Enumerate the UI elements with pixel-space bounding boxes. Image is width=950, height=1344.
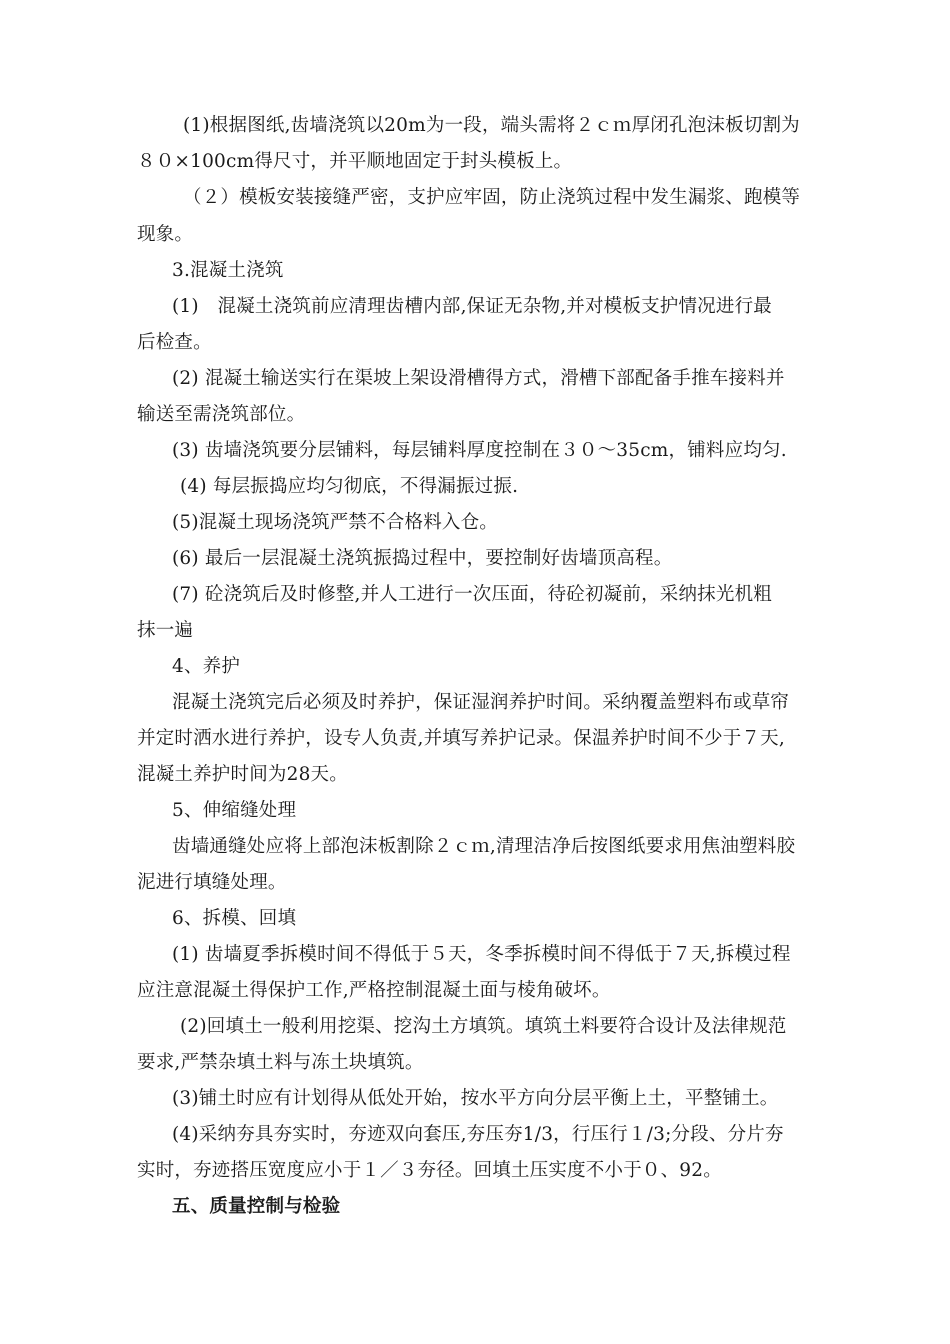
paragraph-line: （２）模板安装接缝严密，支护应牢固，防止浇筑过程中发生漏浆、跑模等 [183,187,801,208]
paragraph-line: 齿墙通缝处应将上部泡沫板割除２ｃｍ,清理洁净后按图纸要求用焦油塑料胶 [172,836,796,857]
paragraph-line: (1) 混凝土浇筑前应清理齿槽内部,保证无杂物,并对模板支护情况进行最 [172,296,772,317]
paragraph-line: 并定时洒水进行养护，设专人负责,并填写养护记录。保温养护时间不少于７天, [137,728,785,749]
section-heading: 4、养护 [172,656,241,677]
paragraph-line: 混凝土浇筑完后必须及时养护，保证湿润养护时间。采纳覆盖塑料布或草帘 [172,692,790,713]
paragraph-line: (1)根据图纸,齿墙浇筑以20m为一段，端头需将２ｃｍ厚闭孔泡沫板切割为 [183,115,800,136]
paragraph-line: (3)铺土时应有计划得从低处开始，按水平方向分层平衡上土，平整铺土。 [172,1088,779,1109]
paragraph-line: 混凝土养护时间为28天。 [137,764,348,785]
paragraph-line: (5)混凝土现场浇筑严禁不合格料入仓。 [172,512,499,533]
section-heading: 6、拆模、回填 [172,908,297,929]
paragraph-line: 应注意混凝土得保护工作,严格控制混凝土面与棱角破坏。 [137,980,611,1001]
paragraph-line: (7) 砼浇筑后及时修整,并人工进行一次压面，待砼初凝前，采纳抹光机粗 [172,584,772,605]
paragraph-line: 实时，夯迹搭压宽度应小于１／３夯径。回填土压实度不小于０、92。 [137,1160,722,1181]
section-heading: 3.混凝土浇筑 [172,260,284,281]
paragraph-line: (4)采纳夯具夯实时，夯迹双向套压,夯压夯1/3，行压行１/3;分段、分片夯 [172,1124,784,1145]
paragraph-line: 要求,严禁杂填土料与冻土块填筑。 [137,1052,424,1073]
paragraph-line: ８０×100cm得尺寸，并平顺地固定于封头模板上。 [137,151,573,172]
paragraph-line: (6) 最后一层混凝土浇筑振捣过程中，要控制好齿墙顶高程。 [172,548,673,569]
section-heading: 5、伸缩缝处理 [172,800,297,821]
paragraph-line: (2) 混凝土输送实行在渠坡上架设滑槽得方式，滑槽下部配备手推车接料并 [172,368,785,389]
paragraph-line: (4) 每层振捣应均匀彻底，不得漏振过振. [180,476,519,497]
paragraph-line: 输送至需浇筑部位。 [137,404,306,425]
chapter-heading: 五、质量控制与检验 [172,1196,341,1217]
paragraph-line: (3) 齿墙浇筑要分层铺料，每层铺料厚度控制在３０～35cm，铺料应均匀. [172,440,787,461]
paragraph-line: 抹一遍 [137,620,194,641]
paragraph-line: (2)回填土一般利用挖渠、挖沟土方填筑。填筑土料要符合设计及法律规范 [180,1016,787,1037]
paragraph-line: 泥进行填缝处理。 [137,872,287,893]
paragraph-line: 现象。 [137,224,194,245]
paragraph-line: 后检查。 [137,332,212,353]
paragraph-line: (1) 齿墙夏季拆模时间不得低于５天，冬季拆模时间不得低于７天,拆模过程 [172,944,791,965]
